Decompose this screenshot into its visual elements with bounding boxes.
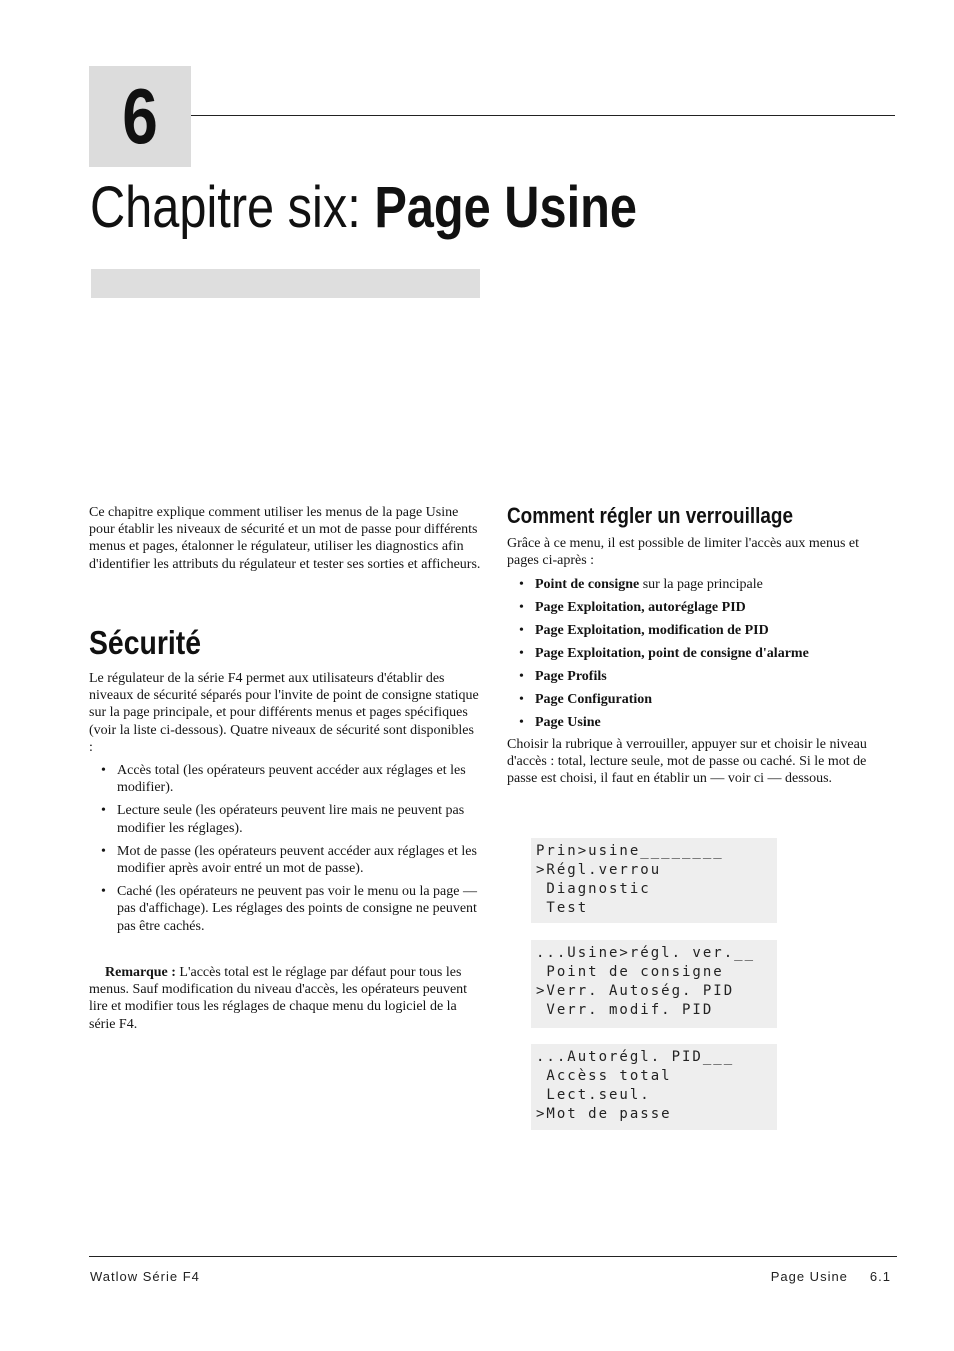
- lcd-line: >Régl.verrou: [536, 862, 662, 878]
- list-item: • Page Usine: [519, 715, 601, 730]
- decorative-gray-bar: [91, 269, 480, 298]
- footer-section: Page Usine: [770, 1269, 848, 1284]
- bullet-icon: •: [519, 623, 524, 638]
- bullet-icon: •: [519, 669, 524, 684]
- list-item: • Lecture seule (les opérateurs peuvent lire mais ne peuvent pas modifier les réglages).: [101, 803, 465, 836]
- lcd-line: ...Autorégl. PID___: [536, 1049, 735, 1065]
- list-item: • Page Exploitation, modification de PID: [519, 623, 769, 638]
- bullet-icon: •: [519, 600, 524, 615]
- list-item: • Page Exploitation, point de consigne d'alarme: [519, 646, 809, 661]
- lcd-line: Diagnostic: [536, 881, 651, 897]
- list-item: • Mot de passe (les opérateurs peuvent accéder aux réglages et les modifier après avoir entré un mot de passe).: [101, 843, 477, 877]
- lcd-line: Test: [536, 900, 589, 916]
- lcd-line: Lect.seul.: [536, 1087, 651, 1103]
- verrouillage-instructions: Choisir la rubrique à verrouiller, appuyer sur et choisir le niveau d'accès : total, lecture seule, mot de passe ou caché. Si le mot de passe est choisi, il faut en établir un — voir ci — dessous.: [507, 737, 867, 787]
- remarque-label: Remarque :: [105, 965, 176, 980]
- lcd-screen-main-usine: [531, 838, 777, 923]
- lcd-line: >Mot de passe: [536, 1106, 672, 1122]
- bullet-icon: •: [101, 803, 106, 819]
- list-item: • Page Profils: [519, 669, 607, 684]
- footer-rule: [89, 1256, 897, 1257]
- lcd-line: Point de consigne: [536, 964, 724, 980]
- remarque-note: [89, 964, 481, 1033]
- lcd-line: Verr. modif. PID: [536, 1002, 714, 1018]
- footer-page-number: 6.1: [869, 1269, 891, 1284]
- list-item: • Point de consigne sur la page principale: [519, 577, 763, 592]
- securite-level-list: [101, 762, 483, 941]
- intro-paragraph: Ce chapitre explique comment utiliser les menus de la page Usine pour établir les niveaux de sécurité et un mot de passe pour différents menus et pages, étalonner le régulateur, utiliser les diagnostics afin d'identifier les attributs du régulateur et tester ses sorties et afficheurs.: [89, 505, 481, 572]
- lcd-line: >Verr. Autoség. PID: [536, 983, 735, 999]
- verrouillage-menu-list: [519, 576, 899, 737]
- list-item: • Accès total (les opérateurs peuvent accéder aux réglages et les modifier).: [101, 763, 466, 796]
- chapter-title: [90, 172, 637, 244]
- bullet-icon: •: [101, 884, 106, 900]
- securite-paragraph: Le régulateur de la série F4 permet aux utilisateurs d'établir des niveaux de sécurité séparés pour l'invite de point de consigne statique sur la page principale, et pour différents menus et pages spécifiques (voir la liste ci-dessous). Quatre niveaux de sécurité sont disponibles :: [89, 671, 479, 755]
- lcd-line: Prin>usine________: [536, 843, 724, 859]
- chapter-title-prefix: Chapitre six:: [90, 175, 375, 240]
- footer-page-info: [771, 1268, 891, 1286]
- bullet-icon: •: [519, 715, 524, 730]
- lcd-screen-autoreglage-pid: [531, 1044, 777, 1130]
- securite-heading: Sécurité: [89, 624, 202, 661]
- bullet-icon: •: [519, 692, 524, 707]
- list-item: • Page Configuration: [519, 692, 653, 707]
- chapter-title-bold: Page Usine: [374, 175, 637, 240]
- bullet-icon: •: [519, 577, 524, 592]
- list-item: • Page Exploitation, autoréglage PID: [519, 600, 746, 615]
- remarque-text: L'accès total est le réglage par défaut pour tous les menus. Sauf modification du niveau d'accès, les opérateurs peuvent lire et modifier tous les réglages de chaque menu du logiciel de la série F4.: [89, 965, 468, 1032]
- footer-product: Watlow Série F4: [90, 1269, 200, 1284]
- chapter-number: 6: [122, 72, 158, 160]
- bullet-icon: •: [101, 763, 106, 778]
- bullet-icon: •: [101, 843, 106, 859]
- lcd-screen-reglage-verrou: [531, 940, 777, 1028]
- verrouillage-paragraph: Grâce à ce menu, il est possible de limiter l'accès aux menus et pages ci-après :: [507, 536, 860, 569]
- lcd-line: Accèss total: [536, 1068, 672, 1084]
- lcd-line: ...Usine>régl. ver.__: [536, 945, 756, 961]
- bullet-icon: •: [519, 646, 524, 661]
- list-item: • Caché (les opérateurs ne peuvent pas voir le menu ou la page — pas d'affichage). Les réglages des points de consigne ne peuvent pas être cachés.: [101, 884, 477, 934]
- verrouillage-heading: Comment régler un verrouillage: [507, 503, 793, 528]
- chapter-rule: [191, 115, 895, 116]
